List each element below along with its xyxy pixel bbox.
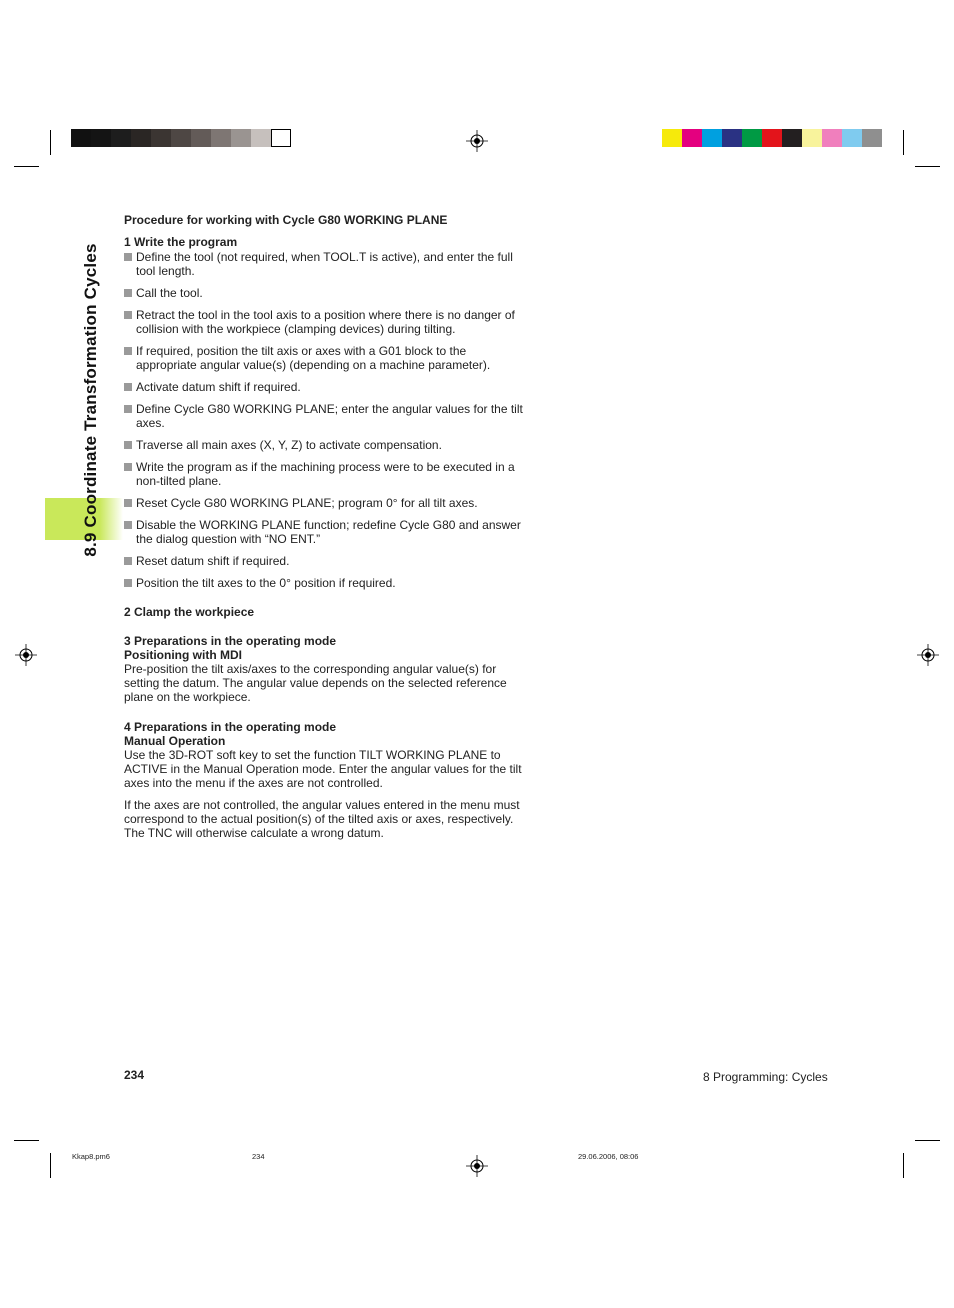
step4-note: If the axes are not controlled, the angular values entered in the menu must correspond to the actual position(s) of the tilted axis or axes, respectively. The TNC will otherwise calculate a wrong datum. <box>124 798 520 840</box>
list-item: Activate datum shift if required. <box>124 380 524 394</box>
crop-mark <box>50 130 51 155</box>
color-swatch <box>211 129 231 147</box>
step4-subheading: Manual Operation <box>124 734 226 748</box>
crop-mark <box>915 166 940 167</box>
list-item: Call the tool. <box>124 286 524 300</box>
page-number: 234 <box>124 1068 145 1082</box>
list-item: Reset Cycle G80 WORKING PLANE; program 0° for all tilt axes. <box>124 496 524 510</box>
color-swatch <box>271 129 291 147</box>
step3-heading: 3 Preparations in the operating mode <box>124 634 337 648</box>
color-swatch <box>71 129 91 147</box>
crop-mark <box>50 1153 51 1178</box>
crop-mark <box>903 1153 904 1178</box>
color-swatch <box>251 129 271 147</box>
color-swatch <box>822 129 842 147</box>
color-swatch <box>702 129 722 147</box>
color-swatch <box>131 129 151 147</box>
list-item: Traverse all main axes (X, Y, Z) to activate compensation. <box>124 438 524 452</box>
registration-mark-icon <box>917 644 939 666</box>
slug-filename: Kkap8.pm6 <box>72 1152 110 1161</box>
color-swatch <box>171 129 191 147</box>
color-swatch <box>762 129 782 147</box>
list-item: Define Cycle G80 WORKING PLANE; enter the angular values for the tilt axes. <box>124 402 524 430</box>
step1-bullet-list <box>124 250 524 590</box>
color-swatch <box>682 129 702 147</box>
step1-heading: 1 Write the program <box>124 235 238 249</box>
main-content <box>124 213 524 840</box>
procedure-heading: Procedure for working with Cycle G80 WORKING PLANE <box>124 213 448 227</box>
registration-mark-icon <box>466 130 488 152</box>
step3-text: Pre-position the tilt axis/axes to the corresponding angular value(s) for setting the datum. The angular value depends on the selected reference plane on the workpiece. <box>124 662 507 704</box>
list-item: Retract the tool in the tool axis to a position where there is no danger of collision with the workpiece (clamping devices) during tilting. <box>124 308 524 336</box>
list-item: Disable the WORKING PLANE function; redefine Cycle G80 and answer the dialog question with “NO ENT.” <box>124 518 524 546</box>
step2-heading: 2 Clamp the workpiece <box>124 605 255 619</box>
step3-subheading: Positioning with MDI <box>124 648 242 662</box>
list-item: Define the tool (not required, when TOOL.T is active), and enter the full tool length. <box>124 250 524 278</box>
color-swatch <box>782 129 802 147</box>
color-swatch <box>842 129 862 147</box>
color-swatch <box>91 129 111 147</box>
list-item: Position the tilt axes to the 0° position if required. <box>124 576 524 590</box>
step4-text: Use the 3D-ROT soft key to set the function TILT WORKING PLANE to ACTIVE in the Manual Operation mode. Enter the angular values for the tilt axes into the menu if the axes are not controlled. <box>124 748 522 790</box>
color-swatch <box>231 129 251 147</box>
section-title-vertical: 8.9 Coordinate Transformation Cycles <box>81 243 100 557</box>
color-swatch <box>722 129 742 147</box>
color-swatch <box>802 129 822 147</box>
list-item: Write the program as if the machining process were to be executed in a non-tilted plane. <box>124 460 524 488</box>
slug-date: 29.06.2006, 08:06 <box>578 1152 639 1161</box>
chapter-footer: 8 Programming: Cycles <box>703 1070 828 1084</box>
color-swatch <box>151 129 171 147</box>
color-swatch <box>862 129 882 147</box>
crop-mark <box>14 1140 39 1141</box>
registration-mark-icon <box>15 644 37 666</box>
list-item: If required, position the tilt axis or axes with a G01 block to the appropriate angular value(s) (depending on a machine parameter). <box>124 344 524 372</box>
crop-mark <box>915 1140 940 1141</box>
crop-mark <box>14 166 39 167</box>
color-swatch <box>111 129 131 147</box>
registration-mark-icon <box>466 1155 488 1177</box>
slug-page: 234 <box>252 1152 265 1161</box>
list-item: Reset datum shift if required. <box>124 554 524 568</box>
color-swatch <box>191 129 211 147</box>
crop-mark <box>903 130 904 155</box>
color-swatch <box>742 129 762 147</box>
color-swatch <box>662 129 682 147</box>
step4-heading: 4 Preparations in the operating mode <box>124 720 337 734</box>
